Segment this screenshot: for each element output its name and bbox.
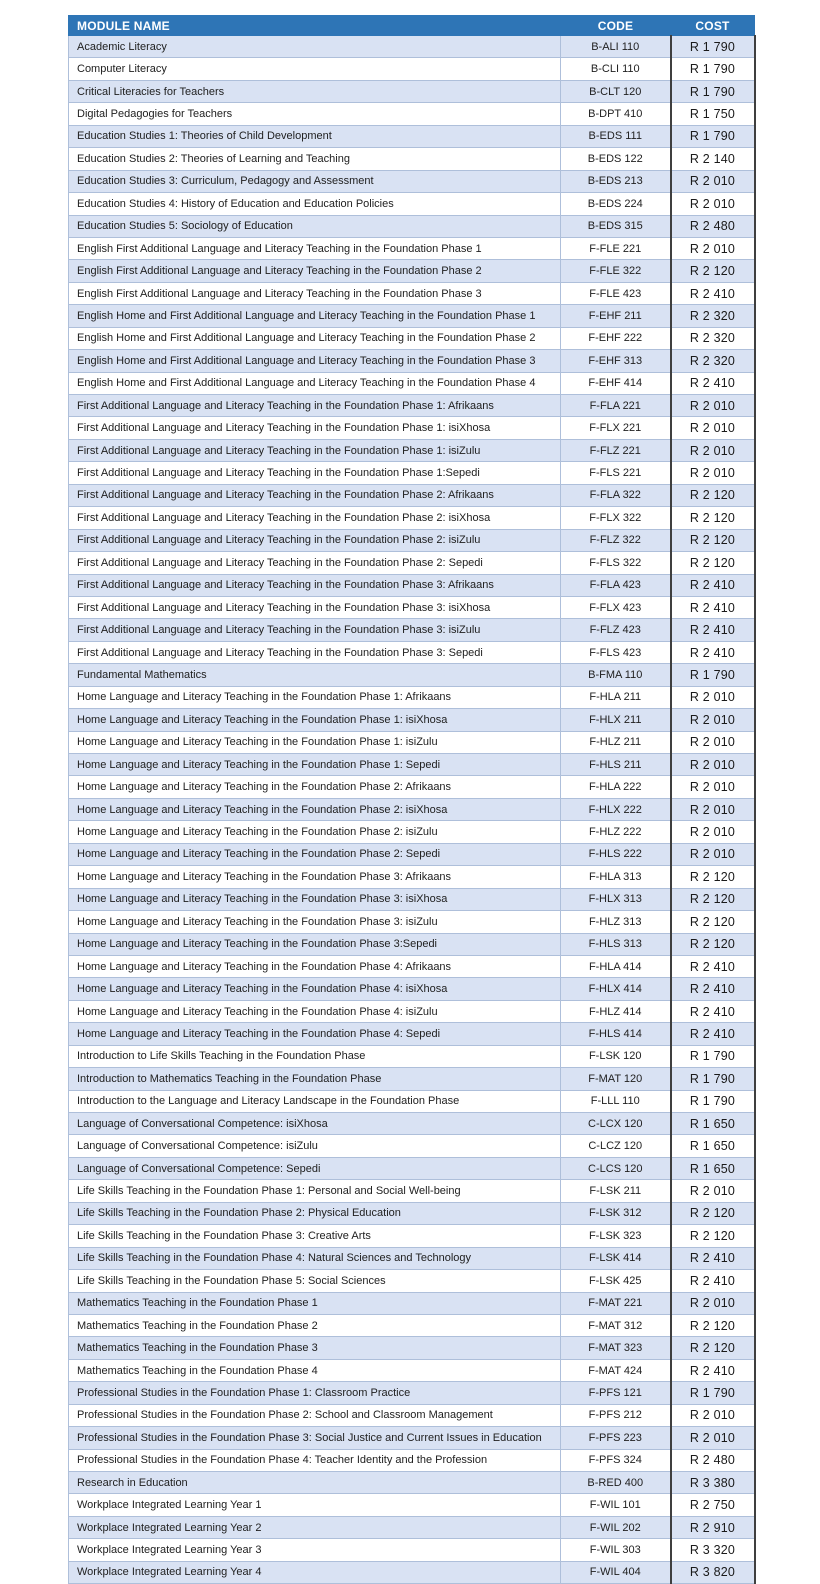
module-name-cell: First Additional Language and Literacy Teaching in the Foundation Phase 2: Afrikaans (69, 484, 561, 506)
table-row (69, 1314, 755, 1336)
table-row (69, 552, 755, 574)
module-code-cell: B-RED 400 (561, 1472, 671, 1494)
module-cost-cell: R 1 790 (671, 1382, 755, 1404)
module-cost-cell: R 2 410 (671, 1000, 755, 1022)
module-cost-cell: R 2 120 (671, 260, 755, 282)
module-code-cell: F-FLX 423 (561, 596, 671, 618)
module-name-cell: Language of Conversational Competence: isiXhosa (69, 1113, 561, 1135)
module-name-cell: Life Skills Teaching in the Foundation Phase 4: Natural Sciences and Technology (69, 1247, 561, 1269)
module-code-cell: F-FLS 423 (561, 641, 671, 663)
module-cost-cell: R 2 410 (671, 282, 755, 304)
table-row (69, 372, 755, 394)
module-name-cell: Digital Pedagogies for Teachers (69, 103, 561, 125)
module-cost-cell: R 2 320 (671, 350, 755, 372)
module-cost-cell: R 2 010 (671, 1180, 755, 1202)
table-row (69, 664, 755, 686)
table-row (69, 1337, 755, 1359)
module-name-cell: Professional Studies in the Foundation Phase 4: Teacher Identity and the Profession (69, 1449, 561, 1471)
module-code-cell: F-MAT 312 (561, 1314, 671, 1336)
table-row (69, 1494, 755, 1516)
module-code-cell: F-HLZ 313 (561, 911, 671, 933)
table-row (69, 260, 755, 282)
table-body (69, 36, 755, 1584)
table-row (69, 36, 755, 58)
module-code-cell: F-LSK 120 (561, 1045, 671, 1067)
table-row (69, 1000, 755, 1022)
module-code-cell: F-HLZ 211 (561, 731, 671, 753)
module-code-cell: F-LSK 323 (561, 1225, 671, 1247)
module-cost-cell: R 2 010 (671, 686, 755, 708)
table-row (69, 507, 755, 529)
table-row (69, 282, 755, 304)
table-row (69, 1292, 755, 1314)
module-code-cell: B-EDS 224 (561, 193, 671, 215)
table-row (69, 1225, 755, 1247)
module-cost-cell: R 2 010 (671, 798, 755, 820)
module-cost-cell: R 2 410 (671, 978, 755, 1000)
module-cost-cell: R 2 410 (671, 1270, 755, 1292)
table-row (69, 1472, 755, 1494)
module-cost-cell: R 2 010 (671, 821, 755, 843)
table-row (69, 843, 755, 865)
module-cost-cell: R 1 750 (671, 103, 755, 125)
table-row (69, 148, 755, 170)
module-cost-cell: R 2 120 (671, 911, 755, 933)
module-name-cell: Home Language and Literacy Teaching in the Foundation Phase 1: isiXhosa (69, 709, 561, 731)
module-name-cell: English First Additional Language and Literacy Teaching in the Foundation Phase 2 (69, 260, 561, 282)
module-cost-cell: R 2 480 (671, 1449, 755, 1471)
table-row (69, 1180, 755, 1202)
module-name-cell: Workplace Integrated Learning Year 2 (69, 1516, 561, 1538)
module-name-cell: Workplace Integrated Learning Year 1 (69, 1494, 561, 1516)
module-name-cell: Professional Studies in the Foundation Phase 1: Classroom Practice (69, 1382, 561, 1404)
table-row (69, 1023, 755, 1045)
module-cost-cell: R 2 010 (671, 462, 755, 484)
table-row (69, 911, 755, 933)
module-code-cell: B-EDS 213 (561, 170, 671, 192)
module-cost-cell: R 1 790 (671, 125, 755, 147)
module-code-cell: F-HLS 414 (561, 1023, 671, 1045)
module-name-cell: Workplace Integrated Learning Year 4 (69, 1561, 561, 1583)
module-cost-cell: R 2 010 (671, 1292, 755, 1314)
table-row (69, 215, 755, 237)
module-name-cell: Introduction to Life Skills Teaching in the Foundation Phase (69, 1045, 561, 1067)
module-cost-cell: R 2 010 (671, 731, 755, 753)
module-cost-cell: R 2 910 (671, 1516, 755, 1538)
table-row (69, 1157, 755, 1179)
module-code-cell: B-CLI 110 (561, 58, 671, 80)
module-code-cell: F-PFS 212 (561, 1404, 671, 1426)
table-row (69, 776, 755, 798)
module-cost-cell: R 2 120 (671, 1314, 755, 1336)
module-cost-cell: R 2 010 (671, 776, 755, 798)
module-name-cell: Introduction to the Language and Literacy Landscape in the Foundation Phase (69, 1090, 561, 1112)
table-row (69, 305, 755, 327)
module-name-cell: Home Language and Literacy Teaching in the Foundation Phase 2: isiXhosa (69, 798, 561, 820)
module-name-cell: Academic Literacy (69, 36, 561, 58)
module-cost-cell: R 1 650 (671, 1135, 755, 1157)
module-cost-cell: R 2 010 (671, 417, 755, 439)
module-code-cell: F-MAT 424 (561, 1359, 671, 1381)
module-name-cell: English First Additional Language and Literacy Teaching in the Foundation Phase 3 (69, 282, 561, 304)
module-cost-cell: R 2 120 (671, 507, 755, 529)
module-name-cell: Workplace Integrated Learning Year 3 (69, 1539, 561, 1561)
table-row (69, 933, 755, 955)
table-row (69, 1404, 755, 1426)
module-name-cell: First Additional Language and Literacy Teaching in the Foundation Phase 2: isiXhosa (69, 507, 561, 529)
module-name-cell: Education Studies 5: Sociology of Education (69, 215, 561, 237)
table-row (69, 686, 755, 708)
module-name-cell: Mathematics Teaching in the Foundation Phase 1 (69, 1292, 561, 1314)
module-cost-cell: R 3 820 (671, 1561, 755, 1583)
module-code-cell: F-LSK 425 (561, 1270, 671, 1292)
module-cost-cell: R 1 650 (671, 1113, 755, 1135)
module-code-cell: F-FLE 423 (561, 282, 671, 304)
module-cost-cell: R 3 380 (671, 1472, 755, 1494)
module-cost-cell: R 2 410 (671, 1359, 755, 1381)
module-code-cell: F-FLZ 221 (561, 439, 671, 461)
table-row (69, 955, 755, 977)
module-code-cell: B-EDS 122 (561, 148, 671, 170)
module-cost-cell: R 2 410 (671, 372, 755, 394)
module-cost-cell: R 2 010 (671, 395, 755, 417)
module-name-cell: Home Language and Literacy Teaching in the Foundation Phase 1: isiZulu (69, 731, 561, 753)
module-code-cell: F-WIL 404 (561, 1561, 671, 1583)
module-code-cell: F-HLA 313 (561, 866, 671, 888)
module-code-cell: F-FLA 423 (561, 574, 671, 596)
module-cost-cell: R 2 120 (671, 933, 755, 955)
table-row (69, 1427, 755, 1449)
module-name-cell: English Home and First Additional Language and Literacy Teaching in the Foundation Phase 3 (69, 350, 561, 372)
table-row (69, 395, 755, 417)
module-cost-cell: R 2 120 (671, 1225, 755, 1247)
module-cost-cell: R 2 120 (671, 1202, 755, 1224)
module-name-cell: Home Language and Literacy Teaching in the Foundation Phase 3: Afrikaans (69, 866, 561, 888)
module-cost-cell: R 2 410 (671, 619, 755, 641)
module-code-cell: F-HLX 211 (561, 709, 671, 731)
module-code-cell: F-HLS 313 (561, 933, 671, 955)
module-name-cell: Language of Conversational Competence: Sepedi (69, 1157, 561, 1179)
table-row (69, 641, 755, 663)
table-row (69, 237, 755, 259)
module-code-cell: F-HLZ 414 (561, 1000, 671, 1022)
table-header-row (69, 16, 755, 36)
module-code-cell: F-LLL 110 (561, 1090, 671, 1112)
module-cost-cell: R 2 120 (671, 888, 755, 910)
module-cost-cell: R 2 010 (671, 170, 755, 192)
module-code-cell: F-LSK 312 (561, 1202, 671, 1224)
module-code-cell: F-HLZ 222 (561, 821, 671, 843)
module-name-cell: Introduction to Mathematics Teaching in the Foundation Phase (69, 1068, 561, 1090)
module-cost-cell: R 1 790 (671, 80, 755, 102)
module-cost-table-container (68, 15, 754, 1584)
table-row (69, 1247, 755, 1269)
module-cost-cell: R 2 320 (671, 305, 755, 327)
module-cost-cell: R 2 480 (671, 215, 755, 237)
module-code-cell: F-HLX 313 (561, 888, 671, 910)
module-cost-cell: R 2 140 (671, 148, 755, 170)
table-row (69, 125, 755, 147)
table-row (69, 1090, 755, 1112)
module-code-cell: F-PFS 121 (561, 1382, 671, 1404)
module-code-cell: F-WIL 303 (561, 1539, 671, 1561)
module-cost-cell: R 2 010 (671, 1404, 755, 1426)
table-row (69, 574, 755, 596)
module-cost-cell: R 1 650 (671, 1157, 755, 1179)
module-name-cell: First Additional Language and Literacy Teaching in the Foundation Phase 1: Afrikaans (69, 395, 561, 417)
module-name-cell: Language of Conversational Competence: isiZulu (69, 1135, 561, 1157)
module-code-cell: F-HLA 414 (561, 955, 671, 977)
table-row (69, 1516, 755, 1538)
table-row (69, 439, 755, 461)
module-cost-cell: R 2 010 (671, 237, 755, 259)
module-name-cell: Education Studies 2: Theories of Learning and Teaching (69, 148, 561, 170)
table-row (69, 1068, 755, 1090)
table-row (69, 417, 755, 439)
module-code-cell: C-LCZ 120 (561, 1135, 671, 1157)
module-code-cell: F-HLA 222 (561, 776, 671, 798)
module-code-cell: F-LSK 414 (561, 1247, 671, 1269)
column-header-module-name: MODULE NAME (69, 16, 561, 36)
module-code-cell: F-HLS 211 (561, 754, 671, 776)
table-row (69, 709, 755, 731)
module-code-cell: F-FLS 221 (561, 462, 671, 484)
table-row (69, 1113, 755, 1135)
module-name-cell: English Home and First Additional Language and Literacy Teaching in the Foundation Phase 2 (69, 327, 561, 349)
table-row (69, 1449, 755, 1471)
module-code-cell: F-FLX 221 (561, 417, 671, 439)
module-name-cell: Professional Studies in the Foundation Phase 2: School and Classroom Management (69, 1404, 561, 1426)
table-header (69, 16, 755, 36)
module-name-cell: Mathematics Teaching in the Foundation Phase 3 (69, 1337, 561, 1359)
module-code-cell: F-FLX 322 (561, 507, 671, 529)
module-name-cell: First Additional Language and Literacy Teaching in the Foundation Phase 3: isiZulu (69, 619, 561, 641)
module-code-cell: F-PFS 324 (561, 1449, 671, 1471)
module-code-cell: B-DPT 410 (561, 103, 671, 125)
module-name-cell: Home Language and Literacy Teaching in the Foundation Phase 2: Afrikaans (69, 776, 561, 798)
module-code-cell: F-FLA 221 (561, 395, 671, 417)
module-code-cell: C-LCS 120 (561, 1157, 671, 1179)
module-cost-cell: R 2 120 (671, 484, 755, 506)
table-row (69, 888, 755, 910)
table-row (69, 1382, 755, 1404)
module-name-cell: Home Language and Literacy Teaching in the Foundation Phase 3: isiZulu (69, 911, 561, 933)
module-code-cell: F-HLS 222 (561, 843, 671, 865)
module-cost-cell: R 2 750 (671, 1494, 755, 1516)
module-name-cell: First Additional Language and Literacy Teaching in the Foundation Phase 3: isiXhosa (69, 596, 561, 618)
module-cost-cell: R 2 120 (671, 552, 755, 574)
module-cost-cell: R 2 010 (671, 439, 755, 461)
module-code-cell: B-EDS 111 (561, 125, 671, 147)
module-code-cell: F-FLE 221 (561, 237, 671, 259)
column-header-code: CODE (561, 16, 671, 36)
module-cost-cell: R 2 410 (671, 1023, 755, 1045)
module-cost-cell: R 1 790 (671, 58, 755, 80)
module-code-cell: F-FLZ 322 (561, 529, 671, 551)
module-cost-cell: R 2 410 (671, 955, 755, 977)
table-row (69, 866, 755, 888)
module-name-cell: Education Studies 4: History of Education and Education Policies (69, 193, 561, 215)
module-cost-cell: R 1 790 (671, 664, 755, 686)
table-row (69, 1539, 755, 1561)
module-name-cell: English Home and First Additional Language and Literacy Teaching in the Foundation Phase 1 (69, 305, 561, 327)
table-row (69, 103, 755, 125)
module-cost-cell: R 3 320 (671, 1539, 755, 1561)
table-row (69, 327, 755, 349)
module-code-cell: B-EDS 315 (561, 215, 671, 237)
module-name-cell: First Additional Language and Literacy Teaching in the Foundation Phase 2: Sepedi (69, 552, 561, 574)
module-cost-cell: R 2 010 (671, 754, 755, 776)
module-cost-cell: R 2 410 (671, 1247, 755, 1269)
table-row (69, 80, 755, 102)
module-cost-table (68, 15, 756, 1584)
module-cost-cell: R 2 010 (671, 1427, 755, 1449)
module-cost-cell: R 2 410 (671, 596, 755, 618)
module-name-cell: Research in Education (69, 1472, 561, 1494)
module-name-cell: Critical Literacies for Teachers (69, 80, 561, 102)
table-row (69, 1045, 755, 1067)
module-code-cell: F-HLX 222 (561, 798, 671, 820)
module-name-cell: First Additional Language and Literacy Teaching in the Foundation Phase 1: isiXhosa (69, 417, 561, 439)
module-cost-cell: R 2 120 (671, 529, 755, 551)
module-code-cell: F-EHF 211 (561, 305, 671, 327)
module-code-cell: F-MAT 221 (561, 1292, 671, 1314)
module-name-cell: Professional Studies in the Foundation Phase 3: Social Justice and Current Issues in Education (69, 1427, 561, 1449)
module-cost-cell: R 2 320 (671, 327, 755, 349)
table-row (69, 1135, 755, 1157)
module-name-cell: First Additional Language and Literacy Teaching in the Foundation Phase 1:Sepedi (69, 462, 561, 484)
module-name-cell: Computer Literacy (69, 58, 561, 80)
module-name-cell: Fundamental Mathematics (69, 664, 561, 686)
module-name-cell: Home Language and Literacy Teaching in the Foundation Phase 4: Afrikaans (69, 955, 561, 977)
column-header-cost: COST (671, 16, 755, 36)
table-row (69, 754, 755, 776)
module-cost-cell: R 1 790 (671, 1068, 755, 1090)
module-name-cell: First Additional Language and Literacy Teaching in the Foundation Phase 2: isiZulu (69, 529, 561, 551)
module-code-cell: F-HLA 211 (561, 686, 671, 708)
module-cost-cell: R 1 790 (671, 1045, 755, 1067)
module-name-cell: Life Skills Teaching in the Foundation Phase 1: Personal and Social Well-being (69, 1180, 561, 1202)
module-name-cell: Home Language and Literacy Teaching in the Foundation Phase 4: Sepedi (69, 1023, 561, 1045)
table-row (69, 529, 755, 551)
table-row (69, 1561, 755, 1583)
table-row (69, 170, 755, 192)
module-cost-cell: R 2 120 (671, 1337, 755, 1359)
module-name-cell: Life Skills Teaching in the Foundation Phase 3: Creative Arts (69, 1225, 561, 1247)
table-row (69, 1359, 755, 1381)
module-cost-cell: R 2 120 (671, 866, 755, 888)
table-row (69, 462, 755, 484)
table-row (69, 596, 755, 618)
module-code-cell: F-MAT 323 (561, 1337, 671, 1359)
module-name-cell: Home Language and Literacy Teaching in the Foundation Phase 4: isiXhosa (69, 978, 561, 1000)
module-code-cell: F-PFS 223 (561, 1427, 671, 1449)
module-name-cell: Home Language and Literacy Teaching in the Foundation Phase 1: Sepedi (69, 754, 561, 776)
module-code-cell: F-FLS 322 (561, 552, 671, 574)
module-name-cell: First Additional Language and Literacy Teaching in the Foundation Phase 1: isiZulu (69, 439, 561, 461)
module-name-cell: Life Skills Teaching in the Foundation Phase 5: Social Sciences (69, 1270, 561, 1292)
module-name-cell: Home Language and Literacy Teaching in the Foundation Phase 1: Afrikaans (69, 686, 561, 708)
table-row (69, 798, 755, 820)
module-name-cell: First Additional Language and Literacy Teaching in the Foundation Phase 3: Afrikaans (69, 574, 561, 596)
module-code-cell: F-LSK 211 (561, 1180, 671, 1202)
module-cost-cell: R 2 010 (671, 193, 755, 215)
table-row (69, 350, 755, 372)
table-row (69, 1270, 755, 1292)
module-name-cell: First Additional Language and Literacy Teaching in the Foundation Phase 3: Sepedi (69, 641, 561, 663)
module-code-cell: C-LCX 120 (561, 1113, 671, 1135)
module-code-cell: F-WIL 101 (561, 1494, 671, 1516)
module-cost-cell: R 1 790 (671, 1090, 755, 1112)
table-row (69, 484, 755, 506)
module-code-cell: F-FLA 322 (561, 484, 671, 506)
module-name-cell: Education Studies 1: Theories of Child Development (69, 125, 561, 147)
module-code-cell: B-FMA 110 (561, 664, 671, 686)
module-code-cell: F-EHF 414 (561, 372, 671, 394)
module-name-cell: Home Language and Literacy Teaching in the Foundation Phase 2: isiZulu (69, 821, 561, 843)
table-row (69, 619, 755, 641)
module-code-cell: B-ALI 110 (561, 36, 671, 58)
module-name-cell: Home Language and Literacy Teaching in the Foundation Phase 2: Sepedi (69, 843, 561, 865)
module-code-cell: F-HLX 414 (561, 978, 671, 1000)
module-cost-cell: R 2 410 (671, 641, 755, 663)
module-name-cell: English First Additional Language and Literacy Teaching in the Foundation Phase 1 (69, 237, 561, 259)
module-code-cell: F-MAT 120 (561, 1068, 671, 1090)
module-name-cell: English Home and First Additional Language and Literacy Teaching in the Foundation Phase 4 (69, 372, 561, 394)
module-name-cell: Education Studies 3: Curriculum, Pedagogy and Assessment (69, 170, 561, 192)
module-name-cell: Mathematics Teaching in the Foundation Phase 4 (69, 1359, 561, 1381)
module-code-cell: F-EHF 313 (561, 350, 671, 372)
module-name-cell: Life Skills Teaching in the Foundation Phase 2: Physical Education (69, 1202, 561, 1224)
module-name-cell: Home Language and Literacy Teaching in the Foundation Phase 4: isiZulu (69, 1000, 561, 1022)
table-row (69, 193, 755, 215)
module-name-cell: Home Language and Literacy Teaching in the Foundation Phase 3: isiXhosa (69, 888, 561, 910)
table-row (69, 821, 755, 843)
module-code-cell: F-EHF 222 (561, 327, 671, 349)
table-row (69, 58, 755, 80)
module-cost-cell: R 2 010 (671, 709, 755, 731)
module-name-cell: Mathematics Teaching in the Foundation Phase 2 (69, 1314, 561, 1336)
module-name-cell: Home Language and Literacy Teaching in the Foundation Phase 3:Sepedi (69, 933, 561, 955)
table-row (69, 978, 755, 1000)
module-code-cell: F-FLE 322 (561, 260, 671, 282)
module-cost-cell: R 1 790 (671, 36, 755, 58)
module-code-cell: F-FLZ 423 (561, 619, 671, 641)
table-row (69, 731, 755, 753)
module-code-cell: F-WIL 202 (561, 1516, 671, 1538)
table-row (69, 1202, 755, 1224)
module-cost-cell: R 2 410 (671, 574, 755, 596)
module-code-cell: B-CLT 120 (561, 80, 671, 102)
module-cost-cell: R 2 010 (671, 843, 755, 865)
